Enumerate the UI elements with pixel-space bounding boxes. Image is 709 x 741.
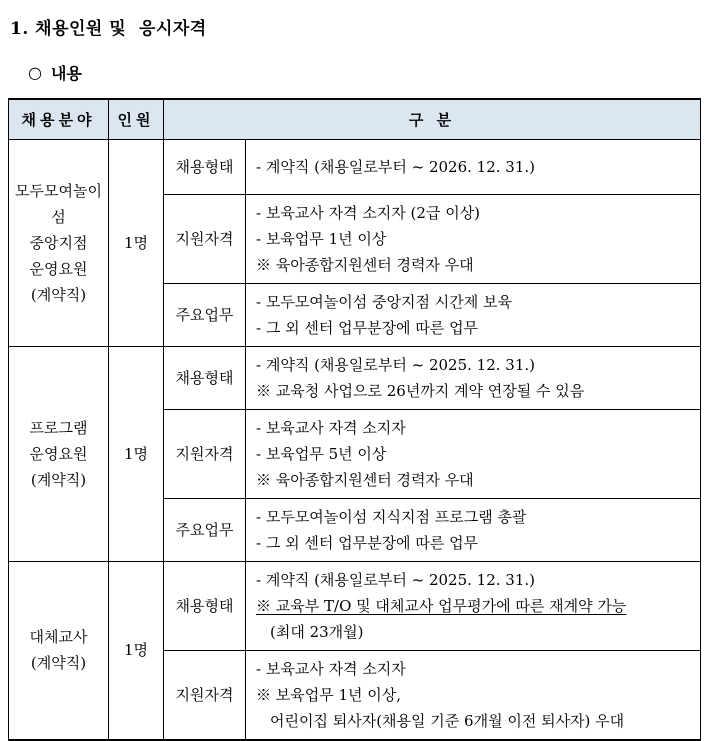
- content-line: ※ 육아종합지원센터 경력자 우대: [256, 470, 474, 489]
- content-line: ※ 육아종합지원센터 경력자 우대: [256, 255, 474, 274]
- row-label-cell: 주요업무: [164, 498, 246, 561]
- content-cell: [246, 409, 701, 498]
- field-line: (계약직): [30, 285, 87, 304]
- field-cell-section1: [9, 139, 109, 346]
- page-title: 1. 채용인원 및 응시자격: [10, 19, 207, 39]
- content-line: - 보육업무 5년 이상: [256, 444, 387, 463]
- content-line: (최대 23개월): [270, 622, 364, 641]
- content-line: ※ 교육청 사업으로 26년까지 계약 연장될 수 있음: [256, 381, 585, 400]
- content-cell: [246, 650, 701, 740]
- row-label-cell: 채용형태: [164, 139, 246, 194]
- header-cell-field: 채용분야: [9, 99, 109, 139]
- field-line: 운영요원: [29, 444, 88, 463]
- content-cell: [246, 283, 701, 346]
- content-cell: [246, 346, 701, 409]
- field-line: 모두모여놀이섬: [15, 181, 102, 226]
- content-line: - 보육교사 자격 소지자 (2급 이상): [256, 203, 481, 222]
- row-label-cell: 지원자격: [164, 409, 246, 498]
- row-label-cell: 지원자격: [164, 650, 246, 740]
- table-row: [9, 346, 701, 409]
- content-line: 어린이집 퇴사자(채용일 기준 6개월 이전 퇴사자) 우대: [270, 711, 625, 730]
- field-line: 중앙지점: [29, 233, 88, 252]
- table-header-row: [9, 99, 701, 139]
- content-line: - 보육교사 자격 소지자: [256, 418, 406, 437]
- content-line: - 모두모여놀이섬 중앙지점 시간제 보육: [256, 292, 512, 311]
- recruitment-table: [8, 98, 701, 741]
- row-label-cell: 채용형태: [164, 346, 246, 409]
- count-cell-section2: 1명: [109, 346, 164, 561]
- content-cell: [246, 194, 701, 283]
- field-line: 프로그램: [29, 418, 88, 437]
- table-row: [9, 561, 701, 650]
- content-line: - 계약직 (채용일로부터 ~ 2025. 12. 31.): [256, 570, 536, 589]
- content-cell: [246, 498, 701, 561]
- content-line: - 계약직 (채용일로부터 ~ 2026. 12. 31.): [256, 157, 536, 176]
- row-label-cell: 채용형태: [164, 561, 246, 650]
- field-cell-section2: [9, 346, 109, 561]
- content-cell: [246, 561, 701, 650]
- content-line: - 그 외 센터 업무분장에 따른 업무: [256, 533, 479, 552]
- row-label-cell: 지원자격: [164, 194, 246, 283]
- content-line: - 모두모여놀이섬 지식지점 프로그램 총괄: [256, 507, 527, 526]
- field-line: (계약직): [30, 470, 87, 489]
- section-heading-label: 내용: [50, 64, 82, 83]
- header-cell-category: 구 분: [164, 99, 701, 139]
- field-line: 운영요원: [29, 259, 88, 278]
- circle-bullet-icon: ○: [28, 63, 42, 82]
- header-cell-count: 인원: [109, 99, 164, 139]
- field-line: (계약직): [30, 654, 87, 672]
- content-line: - 계약직 (채용일로부터 ~ 2025. 12. 31.): [256, 355, 536, 374]
- field-cell-section3: [9, 561, 109, 740]
- count-cell-section3: 1명: [109, 561, 164, 740]
- count-cell-section1: 1명: [109, 139, 164, 346]
- field-line: 대체교사: [29, 628, 88, 646]
- table-row: [9, 139, 701, 194]
- content-line: - 보육교사 자격 소지자: [256, 659, 406, 678]
- content-line: - 보육업무 1년 이상: [256, 229, 387, 248]
- row-label-cell: 주요업무: [164, 283, 246, 346]
- content-line-underlined: ※ 교육부 T/O 및 대체교사 업무평가에 따른 재계약 가능: [256, 596, 627, 615]
- content-cell: [246, 139, 701, 194]
- content-line: ※ 보육업무 1년 이상,: [256, 685, 402, 704]
- section-heading: [28, 61, 701, 84]
- content-line: - 그 외 센터 업무분장에 따른 업무: [256, 318, 479, 337]
